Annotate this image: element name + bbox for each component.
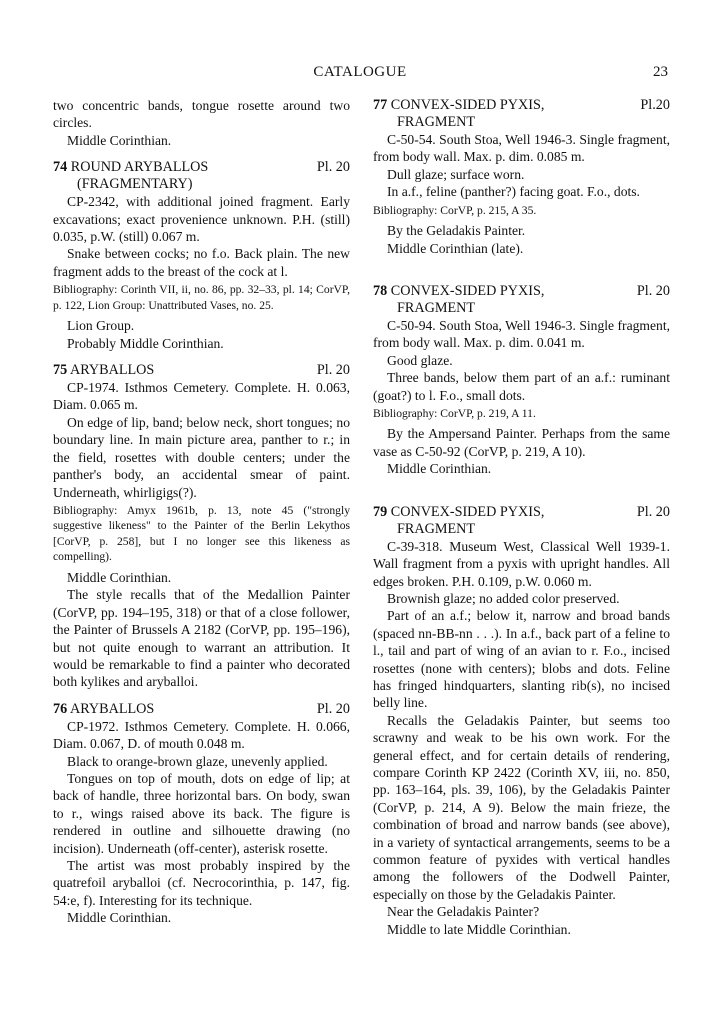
plate-reference: Pl.20: [640, 97, 670, 113]
entry-decoration: Part of an a.f.; below it, narrow and broad bands (spaced nn-BB-nn . . .). In a.f., back part of a feline to l., tail and part of wing of an avian to r. F.o., incised rosettes (none with centers); blobs and dots. Feline has fringed hindquarters, slanting rib(s), no incised belly line.: [373, 608, 670, 711]
entry-commentary: The artist was most probably inspired by the quatrefoil aryballoi (cf. Necrocorinthia, p. 147, fig. 54:e, f). Interesting for its technique.: [53, 858, 350, 908]
entry-glaze: Good glaze.: [387, 352, 453, 368]
entry-number: 76: [53, 700, 68, 717]
entry-decoration: On edge of lip, band; below neck, short tongues; no boundary line. In main picture area, panther to r.; in the field, rosettes with double centers; under the panther's body, an accidental smear of paint. Underneath, whirligigs(?).: [53, 414, 350, 500]
entry-subtitle: (FRAGMENTARY): [77, 176, 193, 193]
catalogue-entry-74: [53, 159, 350, 352]
left-column: [53, 97, 350, 927]
plate-reference: Pl. 20: [636, 282, 670, 299]
entry-date: Middle Corinthian.: [67, 910, 172, 926]
right-column: [373, 97, 670, 938]
entry-decoration: Snake between cocks; no f.o. Back plain. The new fragment adds to the breast of the cock at l.: [53, 246, 350, 279]
entry-description: C-39-318. Museum West, Classical Well 1939-1. Wall fragment from a pyxis with upright handles. All edges broken. P.H. 0.109, p.W. 0.060 m.: [373, 538, 670, 589]
catalogue-entry-75: [53, 362, 350, 691]
entry-heading: [53, 701, 350, 718]
entry-attribution: Near the Geladakis Painter?: [387, 904, 540, 920]
entry-number: 79: [373, 503, 388, 520]
plate-reference: Pl. 20: [316, 159, 350, 176]
plate-reference: Pl. 20: [636, 503, 670, 520]
entry-decoration: Three bands, below them part of an a.f.: ruminant (goat?) to l. F.o., small dots.: [373, 370, 670, 403]
entry-commentary: The style recalls that of the Medallion Painter (CorVP, pp. 194–195, 318) or that of a close follower, the Painter of Brussels A 2182 (CorVP, pp. 195–196), but not quite enough to warrant an attribution. It would be remarkable to find a painter who decorated both kylikes and aryballoi.: [53, 587, 350, 690]
entry-commentary: Recalls the Geladakis Painter, but seems too scrawny and weak to be his own work. For the general effect, and for certain details of rendering, compare Corinth KP 2422 (Corinth XV, iii, no. 850, pp. 163–164, pls. 39, 106), by the Geladakis Painter (CorVP, p. 214, A 9). Below the main frieze, the combination of broad and narrow bands (see above), in a variety of syntactical arrangements, seems to be a common feature of pyxides with vertical handles among the followers of the Dodwell Painter, especially on those by the Geladakis Painter.: [373, 712, 670, 902]
entry-description: CP-1974. Isthmos Cemetery. Complete. H. 0.063, Diam. 0.065 m.: [53, 380, 350, 413]
entry-title: ARYBALLOS: [69, 700, 155, 717]
entry-attribution: Lion Group.: [67, 318, 135, 334]
entry-decoration: Tongues on top of mouth, dots on edge of lip; at back of handle, three horizontal bars. On body, swan to r., wings raised above its back. The figure is rendered in outline and silhouette drawing (no incision). Underneath (off-center), asterisk rosette.: [53, 770, 350, 856]
entry-title: CONVEX-SIDED PYXIS,: [390, 503, 545, 520]
entry-number: 74: [53, 159, 68, 176]
entry-date: Middle Corinthian (late).: [387, 240, 524, 256]
entry-subtitle: FRAGMENT: [397, 299, 476, 316]
entry-date: Middle Corinthian.: [387, 461, 492, 477]
entry-date: Middle Corinthian.: [67, 569, 172, 585]
entry-heading: [53, 159, 350, 193]
continuation-date: Middle Corinthian.: [67, 132, 172, 148]
entry-description: C-50-54. South Stoa, Well 1946-3. Single fragment, from body wall. Max. p. dim. 0.085 m.: [373, 132, 670, 165]
catalogue-entry-76: [53, 701, 350, 927]
entry-description: CP-2342, with additional joined fragment. Early excavations; exact provenience unknown. P.H. (still) 0.035, p.W. (still) 0.067 m.: [53, 194, 350, 245]
entry-description: CP-1972. Isthmos Cemetery. Complete. H. 0.066, Diam. 0.067, D. of mouth 0.048 m.: [53, 718, 350, 752]
entry-bibliography: Bibliography: Corinth VII, ii, no. 86, pp. 32–33, pl. 14; CorVP, p. 122, Lion Group: Unattributed Vases, no. 25.: [53, 283, 350, 312]
catalogue-entry-78: [373, 283, 670, 478]
plate-reference: Pl. 20: [316, 700, 350, 717]
entry-number: 75: [53, 362, 68, 379]
catalogue-entry-77: [373, 97, 670, 257]
entry-bibliography: Bibliography: CorVP, p. 215, A 35.: [373, 203, 537, 217]
entry-heading: [373, 97, 670, 131]
entry-date: Middle to late Middle Corinthian.: [387, 921, 571, 937]
entry-title: CONVEX-SIDED PYXIS,: [390, 97, 545, 113]
entry-title: CONVEX-SIDED PYXIS,: [390, 282, 545, 299]
entry-title: ROUND ARYBALLOS: [70, 159, 209, 176]
entry-bibliography: Bibliography: CorVP, p. 219, A 11.: [373, 406, 536, 420]
entry-title: ARYBALLOS: [69, 362, 155, 379]
entry-description: C-50-94. South Stoa, Well 1946-3. Single fragment, from body wall. Max. p. dim. 0.041 m.: [373, 317, 670, 351]
entry-heading: [373, 504, 670, 538]
entry-number: 77: [373, 97, 388, 113]
entry-subtitle: FRAGMENT: [397, 520, 476, 537]
entry-subtitle: FRAGMENT: [397, 114, 476, 130]
entry-bibliography: Bibliography: Amyx 1961b, p. 13, note 45 ("strongly suggestive likeness" to the Painter of the Berlin Lekythos [CorVP, p. 258], but I no longer see this likeness as compelling).: [53, 503, 350, 564]
entry-attribution: By the Geladakis Painter.: [387, 223, 526, 239]
catalogue-entry-79: [373, 504, 670, 938]
entry-decoration: In a.f., feline (panther?) facing goat. F.o., dots.: [387, 184, 640, 200]
running-title: CATALOGUE: [313, 64, 407, 80]
page-number: 23: [653, 64, 668, 80]
entry-glaze: Black to orange-brown glaze, unevenly applied.: [67, 753, 328, 769]
entry-glaze: Brownish glaze; no added color preserved.: [387, 590, 620, 606]
entry-date: Probably Middle Corinthian.: [67, 335, 224, 351]
entry-number: 78: [373, 282, 388, 299]
entry-glaze: Dull glaze; surface worn.: [387, 166, 525, 182]
entry-heading: [373, 283, 670, 317]
entry-attribution: By the Ampersand Painter. Perhaps from the same vase as C-50-92 (CorVP, p. 219, A 10).: [373, 426, 670, 459]
running-header: [50, 64, 670, 84]
entry-heading: [53, 362, 350, 379]
continuation-text: two concentric bands, tongue rosette around two circles.: [53, 98, 350, 131]
plate-reference: Pl. 20: [316, 362, 350, 379]
